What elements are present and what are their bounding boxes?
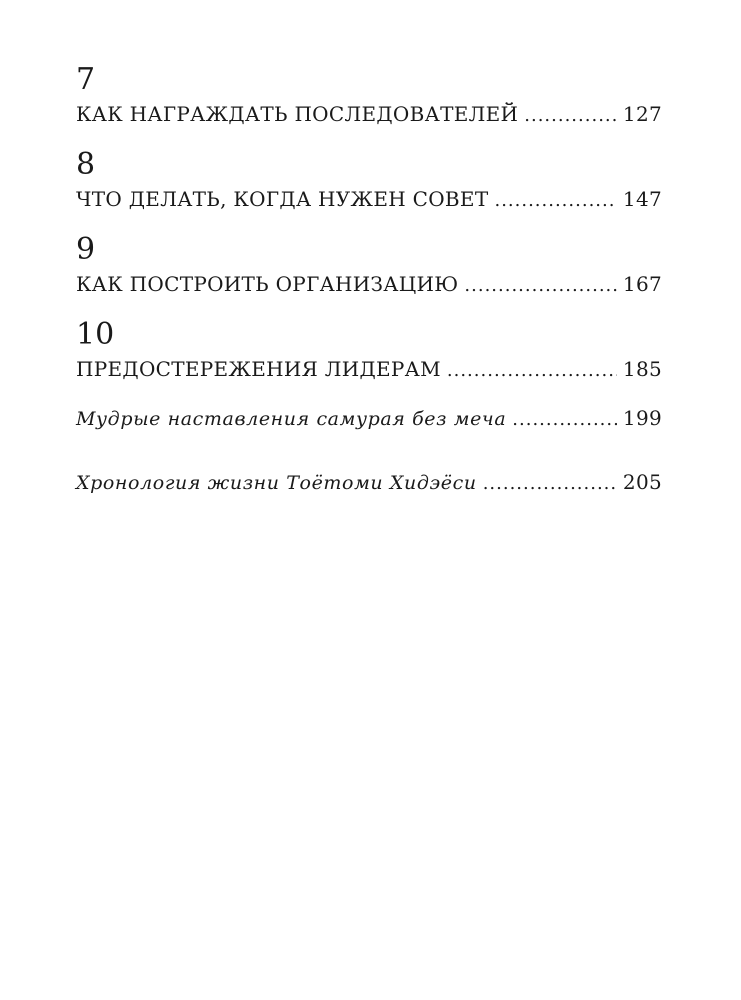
toc-entry [76, 98, 662, 130]
chapter-title: ЧТО ДЕЛАТЬ, КОГДА НУЖЕН СОВЕТ [76, 187, 489, 211]
dot-leader [494, 185, 616, 217]
dot-leader [524, 100, 617, 132]
toc-chapter [76, 317, 662, 385]
toc-appendix-entry [76, 466, 662, 520]
page-number: 185 [622, 357, 662, 381]
chapter-title: КАК НАГРАЖДАТЬ ПОСЛЕДОВАТЕЛЕЙ [76, 102, 519, 126]
toc-chapter [76, 232, 662, 300]
chapter-number: 8 [76, 147, 96, 182]
page-number: 167 [622, 272, 662, 296]
toc-appendix-entry [76, 402, 662, 456]
page-number: 199 [622, 406, 662, 430]
page-number: 205 [622, 470, 662, 494]
dot-leader [447, 355, 617, 387]
toc-chapter [76, 147, 662, 215]
chapter-title: ПРЕДОСТЕРЕЖЕНИЯ ЛИДЕРАМ [76, 357, 441, 381]
dot-leader [512, 404, 617, 436]
toc-entry [76, 183, 662, 215]
toc-chapter [76, 62, 662, 130]
page-number: 127 [622, 102, 662, 126]
appendix-title: Мудрые наставления самурая без меча [76, 408, 507, 430]
table-of-contents [76, 62, 662, 520]
chapter-number: 10 [76, 317, 115, 352]
chapter-number: 7 [76, 62, 96, 97]
toc-entry [76, 268, 662, 300]
toc-entry [76, 353, 662, 385]
chapter-number: 9 [76, 232, 96, 267]
appendix-title: Хронология жизни Тоётоми Хидэёси [76, 472, 477, 494]
dot-leader [464, 270, 617, 302]
dot-leader [483, 468, 617, 500]
page-number: 147 [622, 187, 662, 211]
chapter-title: КАК ПОСТРОИТЬ ОРГАНИЗАЦИЮ [76, 272, 459, 296]
